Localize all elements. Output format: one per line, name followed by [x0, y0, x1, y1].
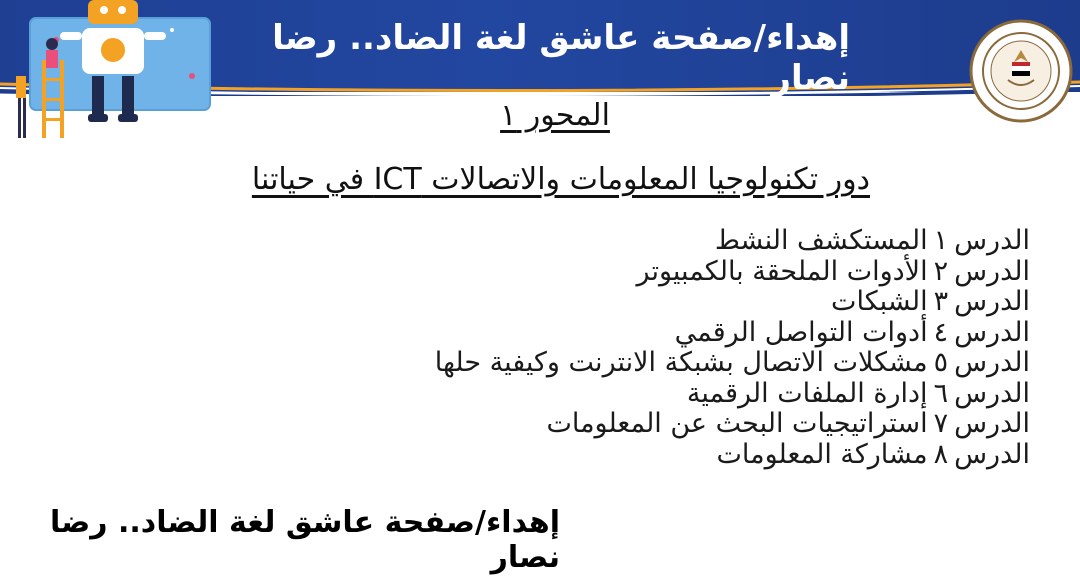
list-item [320, 379, 1030, 410]
list-item [320, 257, 1030, 288]
robot-illustration-icon [12, 0, 212, 140]
lesson-number: ١ [933, 225, 949, 256]
lesson-word: الدرس [954, 225, 1030, 256]
list-item [320, 348, 1030, 379]
lesson-title: المستكشف النشط [714, 225, 928, 256]
axis-title: المحور ١ [500, 98, 610, 133]
lesson-word: الدرس [954, 438, 1030, 470]
lesson-title: أدوات التواصل الرقمي [674, 316, 928, 348]
list-item [320, 318, 1030, 349]
lesson-word: الدرس [954, 255, 1030, 287]
lesson-number: ٥ [933, 347, 949, 378]
lesson-word: الدرس [954, 408, 1030, 439]
lesson-number: ٧ [933, 408, 949, 439]
lesson-word: الدرس [954, 316, 1030, 348]
lesson-title: مشاركة المعلومات [716, 438, 928, 470]
lesson-word: الدرس [954, 286, 1030, 317]
unit-title: دور تكنولوجيا المعلومات والاتصالات ICT في حياتنا [251, 162, 870, 197]
lesson-number: ٦ [933, 377, 949, 409]
lesson-number: ٢ [933, 255, 949, 287]
lesson-number: ٨ [933, 438, 949, 470]
header-title: إهداء/صفحة عاشق لغة الضاد.. رضا نصار [272, 18, 850, 98]
ministry-emblem-icon [968, 18, 1074, 124]
lesson-title: استراتيجيات البحث عن المعلومات [546, 408, 928, 439]
list-item [320, 440, 1030, 471]
lesson-number: ٣ [933, 286, 949, 317]
lesson-title: الأدوات الملحقة بالكمبيوتر [636, 255, 928, 287]
list-item [320, 287, 1030, 318]
list-item [320, 226, 1030, 257]
lesson-title: إدارة الملفات الرقمية [686, 377, 928, 409]
lesson-word: الدرس [954, 347, 1030, 378]
lessons-list [320, 226, 1030, 470]
lesson-title: مشكلات الاتصال بشبكة الانترنت وكيفية حلها [434, 347, 928, 378]
footer-credit: إهداء/صفحة عاشق لغة الضاد.. رضا نصار [50, 505, 560, 575]
lesson-title: الشبكات [831, 286, 928, 317]
list-item [320, 409, 1030, 440]
lesson-word: الدرس [954, 377, 1030, 409]
lesson-number: ٤ [933, 316, 949, 348]
